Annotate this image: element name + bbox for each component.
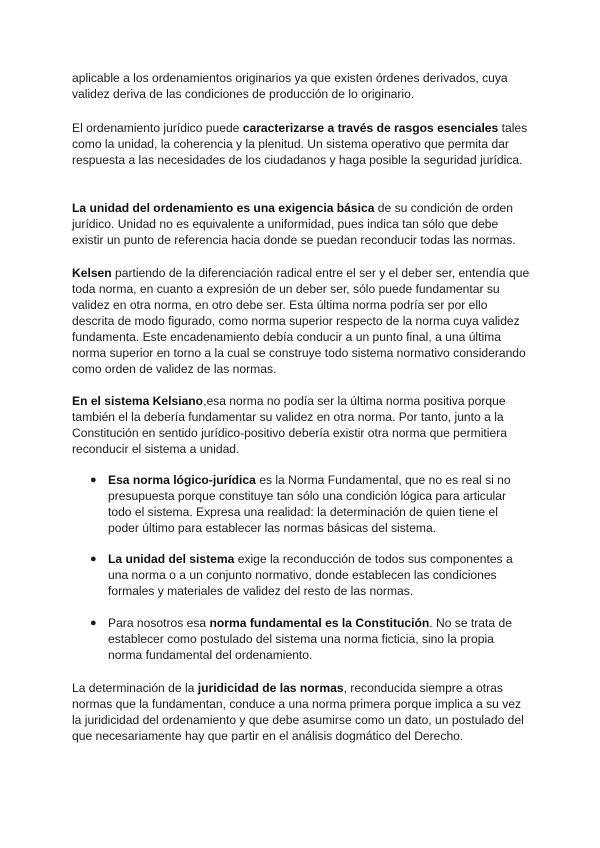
bold-phrase: La unidad del ordenamiento es una exigencia básica <box>72 201 375 215</box>
list-item <box>108 551 528 599</box>
paragraph-kelsen <box>72 265 532 377</box>
bold-phrase: La unidad del sistema <box>108 552 235 566</box>
bullet-icon: ● <box>90 617 97 629</box>
list-item <box>108 615 528 663</box>
bullet-icon: ● <box>90 474 97 486</box>
list-item-post: es la Norma Fundamental, que no es real si no presupuesta porque constituye tan sólo una condición lógica para articular todo el sistema. Expresa una realidad: la determinación de quien tiene el poder último para establecer las normas básicas del sistema. <box>108 473 511 535</box>
list-item <box>108 472 528 536</box>
paragraph-text-post: , reconducida siempre a otras normas que la fundamentan, conduce a una norma primera porque implica a su vez la juridicidad del ordenamiento y que debe asumirse como un dato, un postulado del que necesariamente hay que partir en el análisis dogmático del Derecho. <box>72 681 524 743</box>
bold-phrase: Esa norma lógico-jurídica <box>108 473 256 487</box>
paragraph-juridicidad <box>72 680 532 744</box>
bold-phrase: juridicidad de las normas <box>197 681 344 695</box>
paragraph-text-post: ,esa norma no podía ser la última norma positiva porque también el la debería fundamentar su validez en otra norma. Por tanto, junto a la Constitución en sentido jurídico-positivo debería existir otra norma que permitiera reconducir el sistema a unidad. <box>72 394 507 456</box>
paragraph-text-pre: La determinación de la <box>72 681 198 695</box>
paragraph-unidad-ordenamiento <box>72 200 532 248</box>
paragraph-text: aplicable a los ordenamientos originarios ya que existen órdenes derivados, cuya validez deriva de las condiciones de producción de lo originario. <box>72 71 508 101</box>
bold-phrase: caracterizarse a través de rasgos esenciales <box>242 121 499 135</box>
list-item-post: exige la reconducción de todos sus componentes a una norma o a un conjunto normativo, donde establecen las condiciones formales y materiales de validez del resto de las normas. <box>108 552 513 598</box>
list-item-pre: Para nosotros esa <box>108 616 210 630</box>
bold-phrase: Kelsen <box>72 266 112 280</box>
paragraph-text-post: tales como la unidad, la coherencia y la plenitud. Un sistema operativo que permita dar respuesta a las necesidades de los ciudadanos y haga posible la seguridad jurídica. <box>72 121 528 167</box>
paragraph-rasgos-esenciales <box>72 120 532 168</box>
paragraph-text-post: partiendo de la diferenciación radical entre el ser y el deber ser, entendía que toda norma, en cuanto a expresión de un deber ser, sólo puede fundamentar su validez en otra norma, en otro debe ser. Esta última norma podría ser por ello descrita de modo figurado, como norma superior respecto de la norma cuya validez fundamenta. Este encadenamiento debía conducir a un punto final, a una última norma superior en torno a la cual se construye todo sistema normativo considerando como orden de validez de las normas. <box>72 266 530 376</box>
paragraph-text-pre: El ordenamiento jurídico puede <box>72 121 243 135</box>
paragraph-originarios <box>72 70 532 102</box>
list-item-post: . No se trata de establecer como postulado del sistema una norma ficticia, sino la propia norma fundamental del ordenamiento. <box>108 616 512 662</box>
paragraph-text-post: de su condición de orden jurídico. Unidad no es equivalente a uniformidad, pues indica tan sólo que debe existir un punto de referencia hacia donde se puedan reconducir todas las normas. <box>72 201 516 247</box>
paragraph-sistema-kelsiano <box>72 393 532 457</box>
bold-phrase: En el sistema Kelsiano <box>72 394 204 408</box>
bullet-icon: ● <box>90 553 97 565</box>
bold-phrase: norma fundamental es la Constitución <box>209 616 430 630</box>
